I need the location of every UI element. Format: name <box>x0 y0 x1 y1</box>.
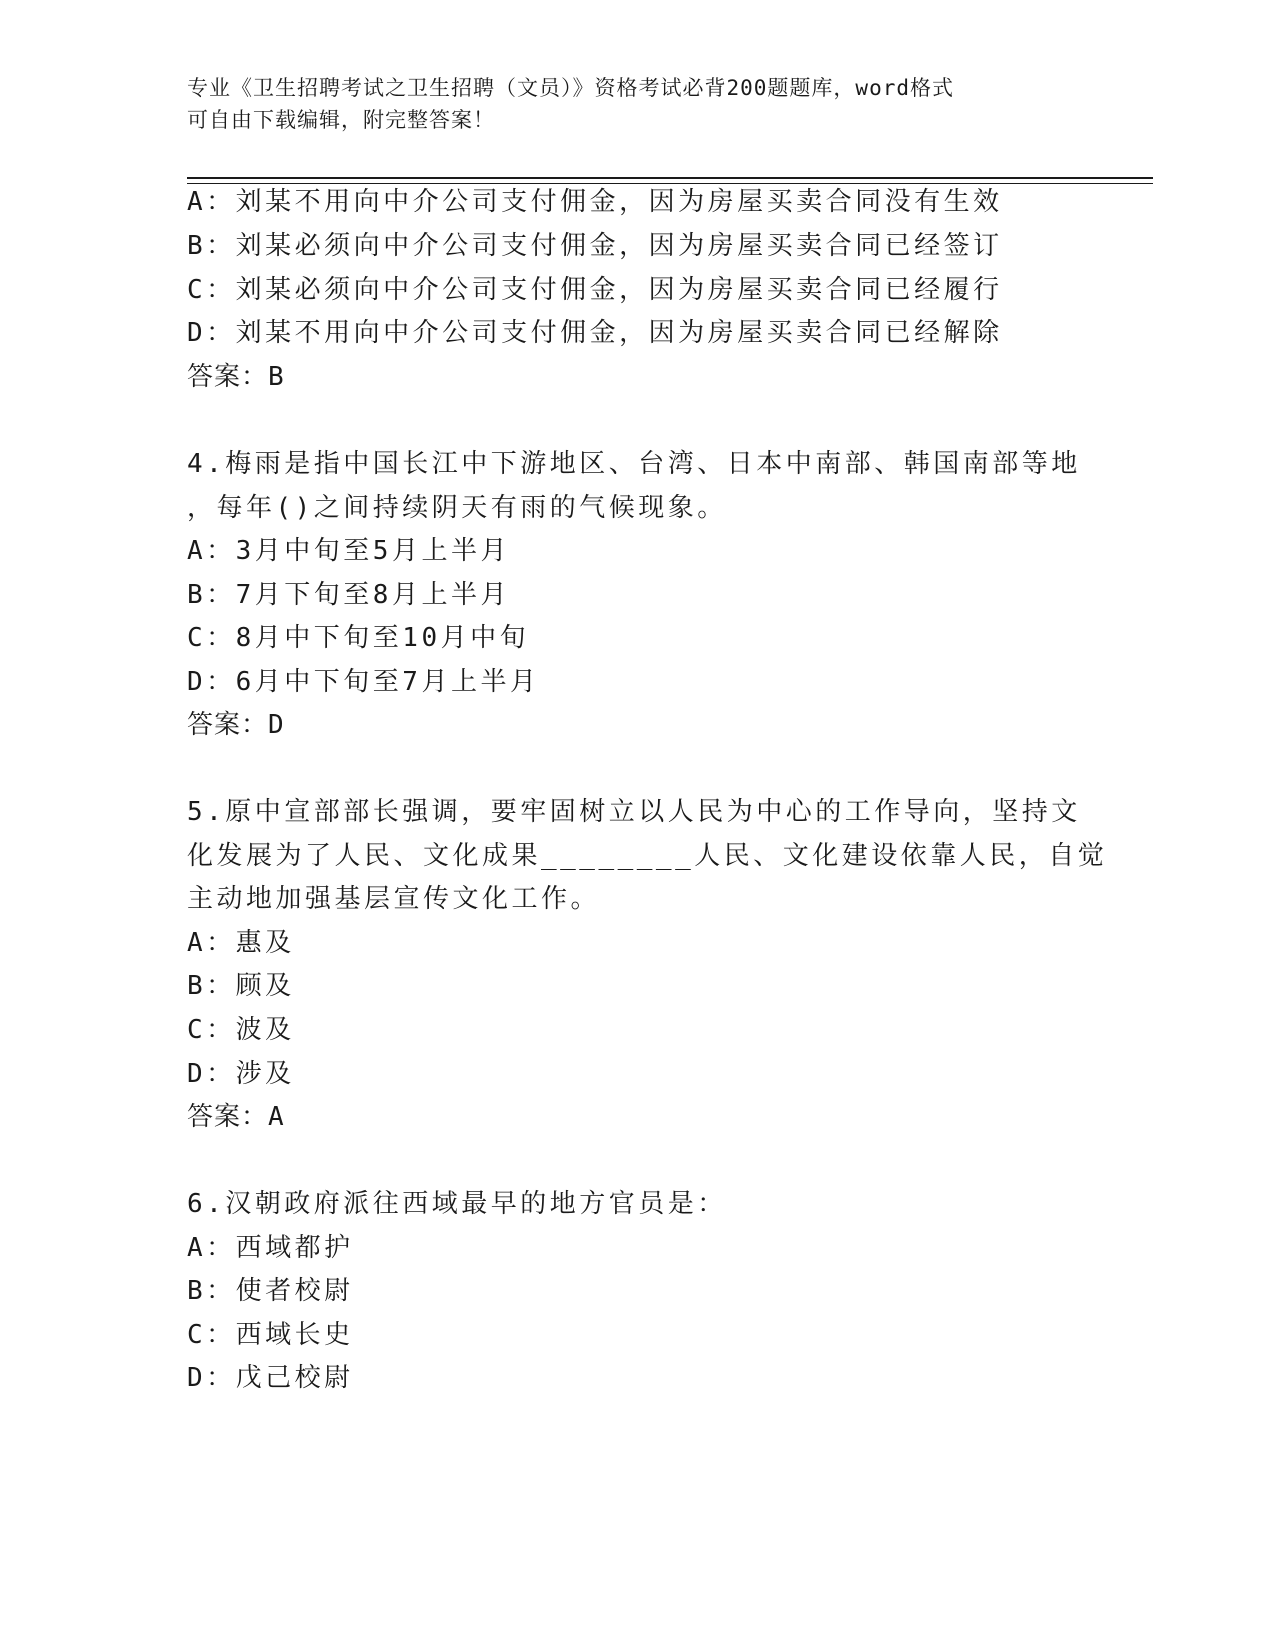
q4-stem-line-2: ，每年()之间持续阴天有雨的气候现象。 <box>187 493 727 523</box>
header-divider-thin <box>187 183 1153 184</box>
header-title-line-1: 专业《卫生招聘考试之卫生招聘（文员）》资格考试必背200题题库，word格式 <box>187 76 954 100</box>
q5-option-b: B：顾及 <box>187 971 295 1001</box>
q4-option-b: B：7月下旬至8月上半月 <box>187 580 510 610</box>
q3-option-d: D：刘某不用向中介公司支付佣金，因为房屋买卖合同已经解除 <box>187 318 1003 348</box>
q3-option-a: A：刘某不用向中介公司支付佣金，因为房屋买卖合同没有生效 <box>187 187 1003 217</box>
q4-answer: 答案：D <box>187 710 285 740</box>
q5-option-d: D：涉及 <box>187 1059 295 1089</box>
q6-option-a: A：西域都护 <box>187 1233 354 1263</box>
q5-answer: 答案：A <box>187 1102 285 1132</box>
q4-option-a: A：3月中旬至5月上半月 <box>187 536 510 566</box>
q3-answer: 答案：B <box>187 362 285 392</box>
q6-option-d: D：戊己校尉 <box>187 1363 354 1393</box>
q3-option-c: C：刘某必须向中介公司支付佣金，因为房屋买卖合同已经履行 <box>187 275 1003 305</box>
q5-stem-line-2: 化发展为了人民、文化成果________人民、文化建设依靠人民，自觉 <box>187 841 1108 871</box>
q4-stem-line-1: 4.梅雨是指中国长江中下游地区、台湾、日本中南部、韩国南部等地 <box>187 449 1081 479</box>
q6-stem-line-1: 6.汉朝政府派往西域最早的地方官员是： <box>187 1189 727 1219</box>
header-divider-thick <box>187 177 1153 179</box>
q6-option-c: C：西域长史 <box>187 1320 354 1350</box>
q4-option-d: D：6月中下旬至7月上半月 <box>187 667 540 697</box>
q5-option-a: A：惠及 <box>187 928 295 958</box>
q6-option-b: B：使者校尉 <box>187 1276 354 1306</box>
q3-option-b: B：刘某必须向中介公司支付佣金，因为房屋买卖合同已经签订 <box>187 231 1003 261</box>
q4-option-c: C：8月中下旬至10月中旬 <box>187 623 530 653</box>
q5-stem-line-3: 主动地加强基层宣传文化工作。 <box>187 884 601 914</box>
document-header <box>187 72 1067 136</box>
q5-stem-line-1: 5.原中宣部部长强调，要牢固树立以人民为中心的工作导向，坚持文 <box>187 797 1081 827</box>
q5-option-c: C：波及 <box>187 1015 295 1045</box>
header-title-line-2: 可自由下载编辑，附完整答案！ <box>187 108 495 132</box>
